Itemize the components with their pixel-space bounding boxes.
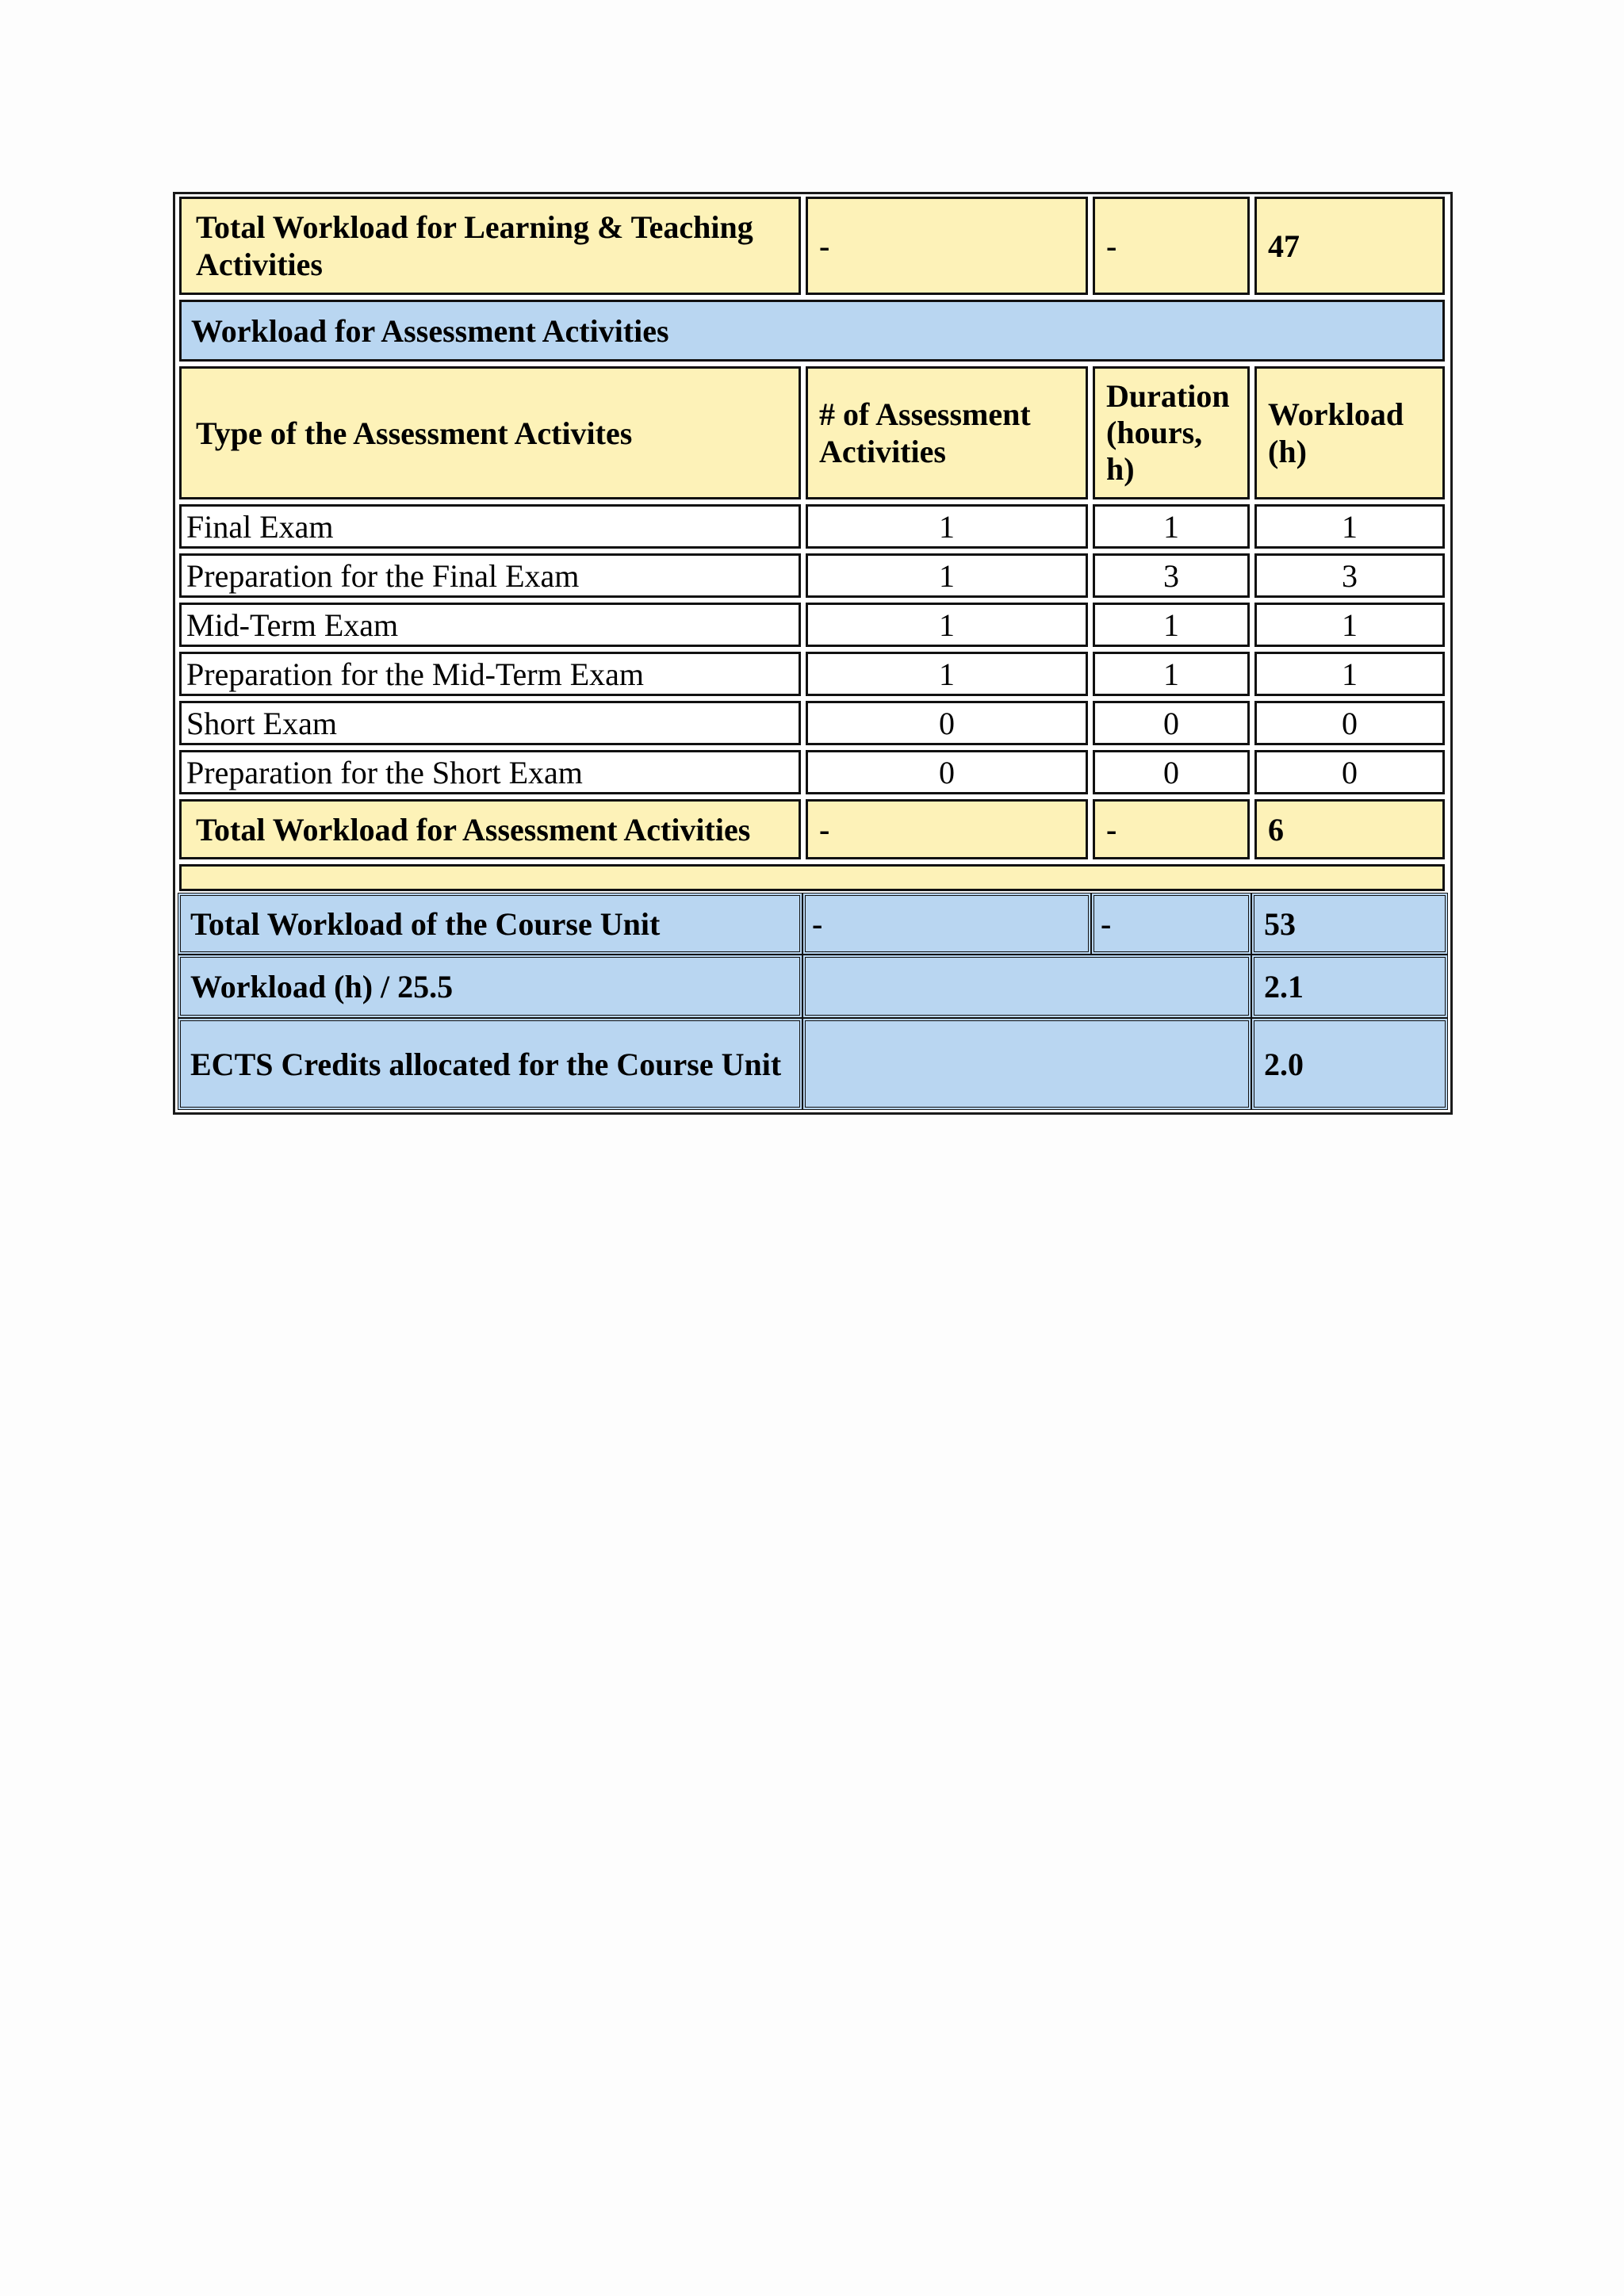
table-row-count: 1: [806, 652, 1088, 696]
course-total-label: Total Workload of the Course Unit: [178, 893, 802, 955]
header-type: Type of the Assessment Activites: [179, 366, 801, 499]
assessment-total-workload: 6: [1254, 799, 1445, 859]
table-row-count: 0: [806, 750, 1088, 794]
table-row-duration: 0: [1093, 750, 1250, 794]
learning-total-col2: -: [806, 197, 1088, 295]
table-row-duration: 1: [1093, 652, 1250, 696]
course-total-col2: -: [802, 893, 1091, 955]
workload-ratio-empty: [802, 955, 1251, 1018]
workload-ratio-value: 2.1: [1251, 955, 1448, 1018]
table-row-duration: 1: [1093, 603, 1250, 647]
header-duration: Duration (hours, h): [1093, 366, 1250, 499]
ects-empty: [802, 1018, 1251, 1110]
table-row-duration: 3: [1093, 553, 1250, 598]
table-row-type: Short Exam: [179, 701, 801, 745]
assessment-total-col3: -: [1093, 799, 1250, 859]
section-title: Workload for Assessment Activities: [179, 300, 1445, 362]
ects-label: ECTS Credits allocated for the Course Unit: [178, 1018, 802, 1110]
table-row-workload: 0: [1254, 750, 1445, 794]
table-row-type: Preparation for the Mid-Term Exam: [179, 652, 801, 696]
course-total-col3: -: [1091, 893, 1251, 955]
course-total-workload: 53: [1251, 893, 1448, 955]
table-row-workload: 0: [1254, 701, 1445, 745]
learning-total-col3: -: [1093, 197, 1250, 295]
table-row-duration: 1: [1093, 504, 1250, 549]
table-row-type: Mid-Term Exam: [179, 603, 801, 647]
spacer-row: [179, 864, 1445, 891]
learning-total-label: Total Workload for Learning & Teaching Activities: [179, 197, 801, 295]
table-row-count: 1: [806, 553, 1088, 598]
header-workload: Workload (h): [1254, 366, 1445, 499]
assessment-total-col2: -: [806, 799, 1088, 859]
table-row-duration: 0: [1093, 701, 1250, 745]
table-row-workload: 1: [1254, 652, 1445, 696]
table-row-count: 1: [806, 504, 1088, 549]
ects-value: 2.0: [1251, 1018, 1448, 1110]
table-row-count: 0: [806, 701, 1088, 745]
table-row-workload: 3: [1254, 553, 1445, 598]
table-row-count: 1: [806, 603, 1088, 647]
table-row-workload: 1: [1254, 603, 1445, 647]
table-row-type: Final Exam: [179, 504, 801, 549]
table-row-type: Preparation for the Short Exam: [179, 750, 801, 794]
header-count: # of Assessment Activities: [806, 366, 1088, 499]
learning-total-workload: 47: [1254, 197, 1445, 295]
workload-ratio-label: Workload (h) / 25.5: [178, 955, 802, 1018]
table-row-workload: 1: [1254, 504, 1445, 549]
assessment-total-label: Total Workload for Assessment Activities: [179, 799, 801, 859]
table-row-type: Preparation for the Final Exam: [179, 553, 801, 598]
